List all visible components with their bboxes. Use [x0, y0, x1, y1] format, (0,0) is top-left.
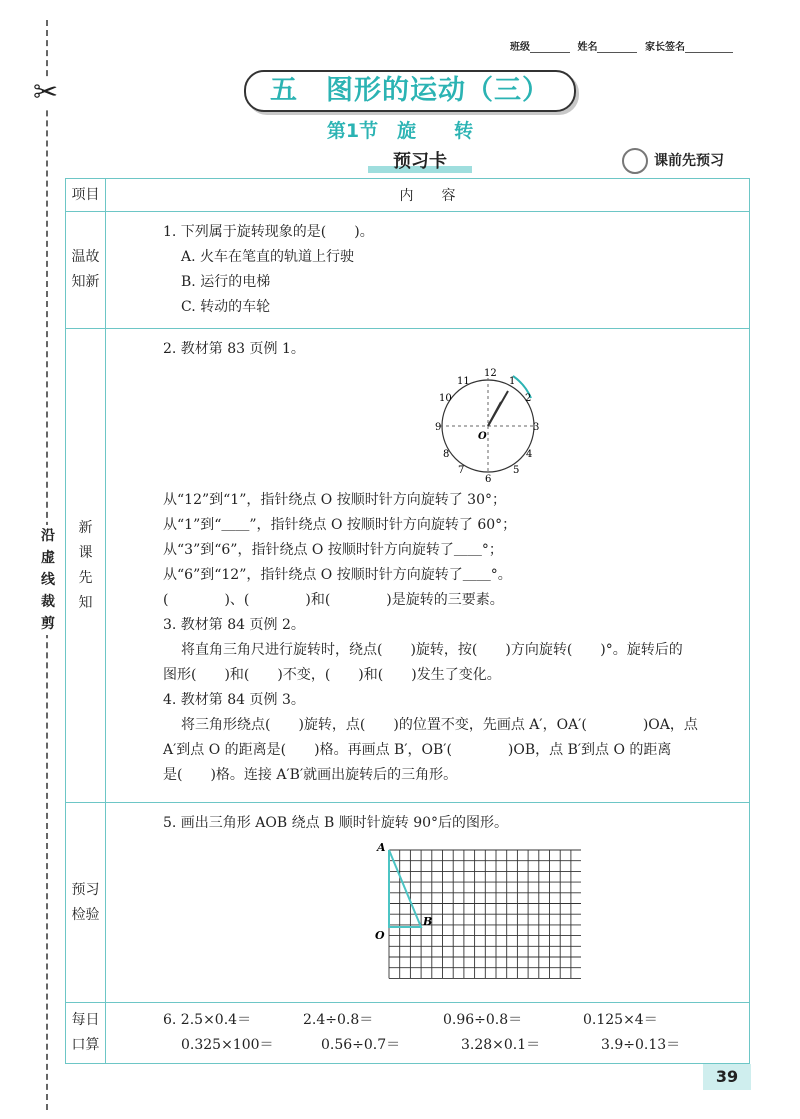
header-fields: 班级 姓名 家长签名 [510, 38, 737, 53]
svg-text:O: O [375, 929, 385, 942]
question-5: 5. 画出三角形 AOB 绕点 B 顺时针旋转 90°后的图形。 [163, 815, 509, 831]
clock-diagram [433, 364, 543, 484]
alarm-clock-icon [622, 148, 648, 174]
table-header-item: 项目 [66, 179, 106, 212]
review-content [106, 212, 750, 329]
question-4: 4. 教材第 84 页例 3。 [163, 692, 305, 708]
section-title: 第1节 旋 转 [326, 120, 474, 142]
q3-line-1: 将直角三角尺进行旋转时，绕点( )旋转，按( )方向旋转( )°。旋转后的 [181, 642, 683, 658]
option-a: A. 火车在笔直的轨道上行驶 [181, 249, 355, 265]
rotation-line-2: 从“1”到“＿＿”，指针绕点 O 按顺时针方向旋转了 60°； [163, 517, 517, 533]
question-2: 2. 教材第 83 页例 1。 [163, 341, 305, 357]
svg-text:4: 4 [526, 449, 533, 460]
svg-text:11: 11 [457, 376, 470, 387]
svg-text:5: 5 [513, 465, 520, 476]
svg-text:7: 7 [458, 465, 465, 476]
table-header-content: 内 容 [106, 179, 750, 212]
svg-text:9: 9 [435, 422, 442, 433]
check-content [106, 803, 750, 1003]
svg-text:A: A [377, 841, 386, 854]
option-b: B. 运行的电梯 [181, 274, 271, 290]
svg-text:8: 8 [443, 449, 450, 460]
row-label-check: 预习 检验 [66, 803, 106, 1003]
grid-diagram [371, 840, 581, 985]
page-number: 39 [703, 1064, 751, 1090]
svg-text:2: 2 [525, 393, 532, 404]
svg-text:12: 12 [484, 368, 497, 379]
q4-line-2: A′到点 O 的距离是( )格。再画点 B′，OB′( )OB，点 B′到点 O 的距离 [163, 742, 672, 758]
option-c: C. 转动的车轮 [181, 299, 271, 315]
svg-text:B: B [423, 915, 433, 928]
q3-line-2: 图形( )和( )不变，( )和( )发生了变化。 [163, 667, 501, 683]
mental-math-content [106, 1003, 750, 1064]
q4-line-1: 将三角形绕点( )旋转，点( )的位置不变，先画点 A′，OA′( )OA，点 [181, 717, 698, 733]
card-title: 预习卡 [368, 150, 472, 174]
preview-tag: 课前先预习 [622, 148, 724, 174]
row-label-mental-math: 每日 口算 [66, 1003, 106, 1064]
rotation-line-4: 从“6”到“12”，指针绕点 O 按顺时针方向旋转了＿＿°。 [163, 567, 512, 583]
new-content [106, 329, 750, 803]
row-label-review: 温故 知新 [66, 212, 106, 329]
rotation-line-1: 从“12”到“1”，指针绕点 O 按顺时针方向旋转了 30°； [163, 492, 506, 508]
svg-text:1: 1 [509, 376, 516, 387]
unit-title: 五 图形的运动（三） [244, 70, 576, 112]
svg-text:6: 6 [485, 474, 492, 484]
calc-row-2: 0.325×100＝ 0.56÷0.7＝ 3.28×0.1＝ 3.9÷0.13＝ [181, 1037, 681, 1053]
svg-text:10: 10 [439, 393, 452, 404]
svg-text:O: O [478, 431, 487, 442]
svg-text:3: 3 [533, 422, 540, 433]
question-1: 1. 下列属于旋转现象的是( )。 [163, 224, 374, 240]
question-3: 3. 教材第 84 页例 2。 [163, 617, 305, 633]
rotation-line-3: 从“3”到“6”，指针绕点 O 按顺时针方向旋转了＿＿°； [163, 542, 503, 558]
scissors-icon: ✂ [33, 75, 59, 110]
row-label-new: 新 课 先 知 [66, 329, 106, 803]
preview-table [65, 178, 750, 1064]
cut-instruction: 沿 虚 线 裁 剪 [37, 525, 59, 635]
three-elements: ( )、( )和( )是旋转的三要素。 [163, 592, 504, 608]
q4-line-3: 是( )格。连接 A′B′就画出旋转后的三角形。 [163, 767, 458, 783]
calc-row-1: 6. 2.5×0.4＝ 2.4÷0.8＝ 0.96÷0.8＝ 0.125×4＝ [163, 1012, 658, 1028]
